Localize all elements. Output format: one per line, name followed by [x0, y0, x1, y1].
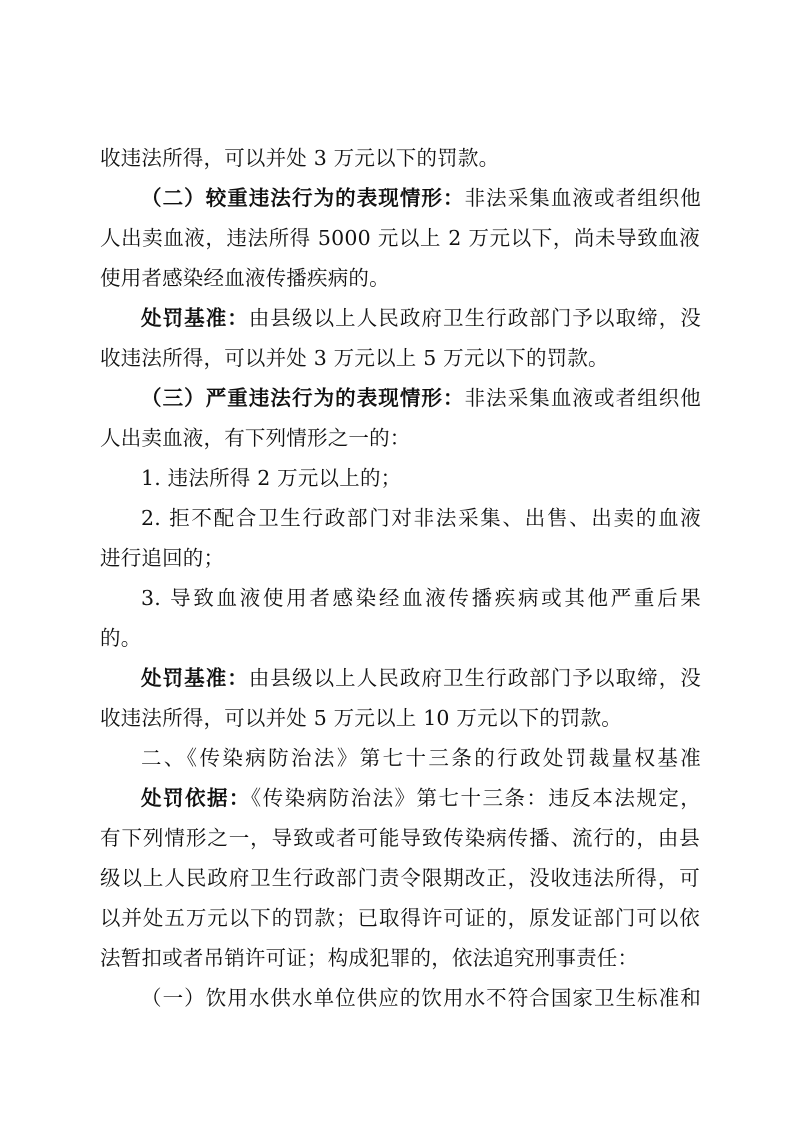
- paragraph-line: [100, 858, 700, 898]
- line-text: 收违法所得，可以并处 5 万元以上 10 万元以下的罚款。: [100, 706, 622, 730]
- line-text: 进行追回的；: [100, 546, 225, 570]
- line-text: 有下列情形之一，导致或者可能导致传染病传播、流行的，由县: [100, 826, 700, 850]
- line-text: 以并处五万元以下的罚款；已取得许可证的，原发证部门可以依: [100, 906, 700, 930]
- paragraph-line: [141, 978, 701, 1018]
- line-text: 由县级以上人民政府卫生行政部门予以取缔，没: [248, 306, 701, 330]
- paragraph-line: [141, 658, 701, 698]
- paragraph-line: [100, 938, 700, 978]
- line-text: 收违法所得，可以并处 3 万元以上 5 万元以下的罚款。: [100, 346, 609, 370]
- penalty-basis-heading: 处罚依据：: [141, 786, 251, 810]
- list-item: [141, 458, 701, 498]
- line-text: 使用者感染经血液传播疾病的。: [100, 266, 390, 290]
- paragraph-line: [100, 818, 700, 858]
- paragraph-line: [100, 618, 700, 658]
- penalty-basis-heading: 处罚基准：: [141, 306, 249, 330]
- line-text: 由县级以上人民政府卫生行政部门予以取缔，没: [248, 666, 701, 690]
- paragraph-line: [141, 378, 701, 418]
- paragraph-line: [100, 698, 700, 738]
- line-text: 1. 违法所得 2 万元以上的；: [141, 466, 402, 490]
- line-text: 非法采集血液或者组织他: [464, 386, 701, 410]
- list-item: [141, 498, 701, 538]
- section-heading: （二）较重违法行为的表现情形：: [141, 186, 465, 210]
- paragraph-line: [100, 138, 700, 178]
- line-text: 的。: [100, 626, 142, 650]
- line-text: （一）饮用水供水单位供应的饮用水不符合国家卫生标准和: [141, 986, 701, 1010]
- section-title: [141, 738, 701, 778]
- line-text: 《传染病防治法》第七十三条：违反本法规定，: [250, 786, 702, 810]
- line-text: 收违法所得，可以并处 3 万元以下的罚款。: [100, 146, 500, 170]
- paragraph-line: [141, 298, 701, 338]
- paragraph-line: [100, 338, 700, 378]
- paragraph-line: [100, 898, 700, 938]
- paragraph-line: [100, 258, 700, 298]
- line-text: 二、《传染病防治法》第七十三条的行政处罚裁量权基准: [141, 746, 701, 770]
- line-text: 级以上人民政府卫生行政部门责令限期改正，没收违法所得，可: [100, 866, 700, 890]
- penalty-basis-heading: 处罚基准：: [141, 666, 249, 690]
- paragraph-line: [141, 778, 701, 818]
- line-text: 非法采集血液或者组织他: [464, 186, 701, 210]
- line-text: 人出卖血液，违法所得 5000 元以上 2 万元以下，尚未导致血液: [100, 226, 700, 250]
- list-item: [141, 578, 701, 618]
- line-text: 3. 导致血液使用者感染经血液传播疾病或其他严重后果: [141, 586, 701, 610]
- paragraph-line: [141, 178, 701, 218]
- line-text: 2. 拒不配合卫生行政部门对非法采集、出售、出卖的血液: [141, 506, 701, 530]
- paragraph-line: [100, 538, 700, 578]
- section-heading: （三）严重违法行为的表现情形：: [141, 386, 465, 410]
- paragraph-line: [100, 218, 700, 258]
- paragraph-line: [100, 418, 700, 458]
- line-text: 法暂扣或者吊销许可证；构成犯罪的，依法追究刑事责任：: [100, 946, 639, 970]
- line-text: 人出卖血液，有下列情形之一的：: [100, 426, 411, 450]
